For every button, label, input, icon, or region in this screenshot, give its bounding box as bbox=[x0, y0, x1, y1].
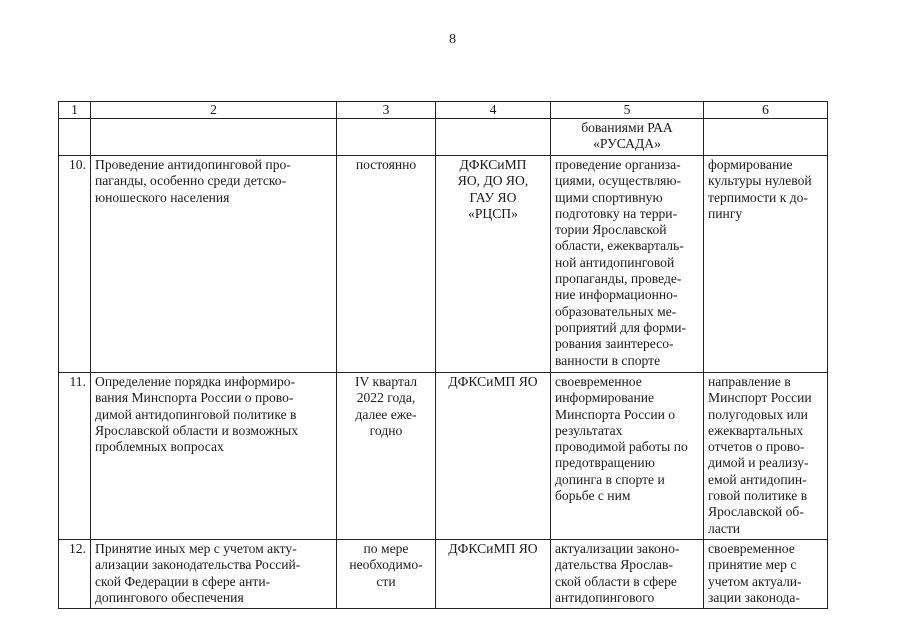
column-header: 3 bbox=[337, 102, 436, 119]
row-number: 11. bbox=[59, 373, 91, 540]
result-cell: формирование культуры нулевой терпимости к до- пингу bbox=[704, 156, 828, 373]
executor-cell: ДФКСиМП ЯО bbox=[436, 540, 551, 609]
result-cell bbox=[704, 119, 828, 156]
page-number: 8 bbox=[449, 32, 456, 47]
executor-cell: ДФКСиМП ЯО, ДО ЯО, ГАУ ЯО «РЦСП» bbox=[436, 156, 551, 373]
row-number: 12. bbox=[59, 540, 91, 609]
column-header: 2 bbox=[91, 102, 337, 119]
executor-cell: ДФКСиМП ЯО bbox=[436, 373, 551, 540]
table-header-row bbox=[59, 102, 828, 119]
antidoping-plan-table bbox=[58, 101, 828, 609]
row-number bbox=[59, 119, 91, 156]
measure-cell bbox=[91, 119, 337, 156]
partners-cell: своевременное информирование Минспорта России о результатах проводимой работы по предотвращению допинга в спорте и борьбе с ним bbox=[551, 373, 704, 540]
partners-cell: проведение организа- циями, осуществляю- щими спортивную подготовку на терри- тории Ярославской области, ежекварталь- ной антидопинговой пропаганды, проведе- ние информационно- образовательных ме- роприятий для форми- рования заинтересо- ванности в спорте bbox=[551, 156, 704, 373]
executor-cell bbox=[436, 119, 551, 156]
table-row bbox=[59, 156, 828, 373]
partners-cell: актуализации законо- дательства Ярослав- ской области в сфере антидопингового bbox=[551, 540, 704, 609]
term-cell: IV квартал 2022 года, далее еже- годно bbox=[337, 373, 436, 540]
table-row bbox=[59, 373, 828, 540]
column-header: 6 bbox=[704, 102, 828, 119]
column-header: 5 bbox=[551, 102, 704, 119]
row-number: 10. bbox=[59, 156, 91, 373]
column-header: 1 bbox=[59, 102, 91, 119]
measure-cell: Проведение антидопинговой про- паганды, особенно среди детско- юношеского населения bbox=[91, 156, 337, 373]
partners-cell: бованиями РАА «РУСАДА» bbox=[551, 119, 704, 156]
measure-cell: Принятие иных мер с учетом акту- ализации законодательства Россий- ской Федерации в сфере анти- допингового обеспечения bbox=[91, 540, 337, 609]
term-cell bbox=[337, 119, 436, 156]
table-row bbox=[59, 540, 828, 609]
term-cell: по мере необходимо- сти bbox=[337, 540, 436, 609]
term-cell: постоянно bbox=[337, 156, 436, 373]
table-row bbox=[59, 119, 828, 156]
column-header: 4 bbox=[436, 102, 551, 119]
measure-cell: Определение порядка информиро- вания Минспорта России о прово- димой антидопинговой политике в Ярославской области и возможных проблемных вопросах bbox=[91, 373, 337, 540]
result-cell: своевременное принятие мер с учетом актуали- зации законода- bbox=[704, 540, 828, 609]
result-cell: направление в Минспорт России полугодовых или ежеквартальных отчетов о прово- димой и реализу- емой антидопин- говой политике в Ярославской об- ласти bbox=[704, 373, 828, 540]
